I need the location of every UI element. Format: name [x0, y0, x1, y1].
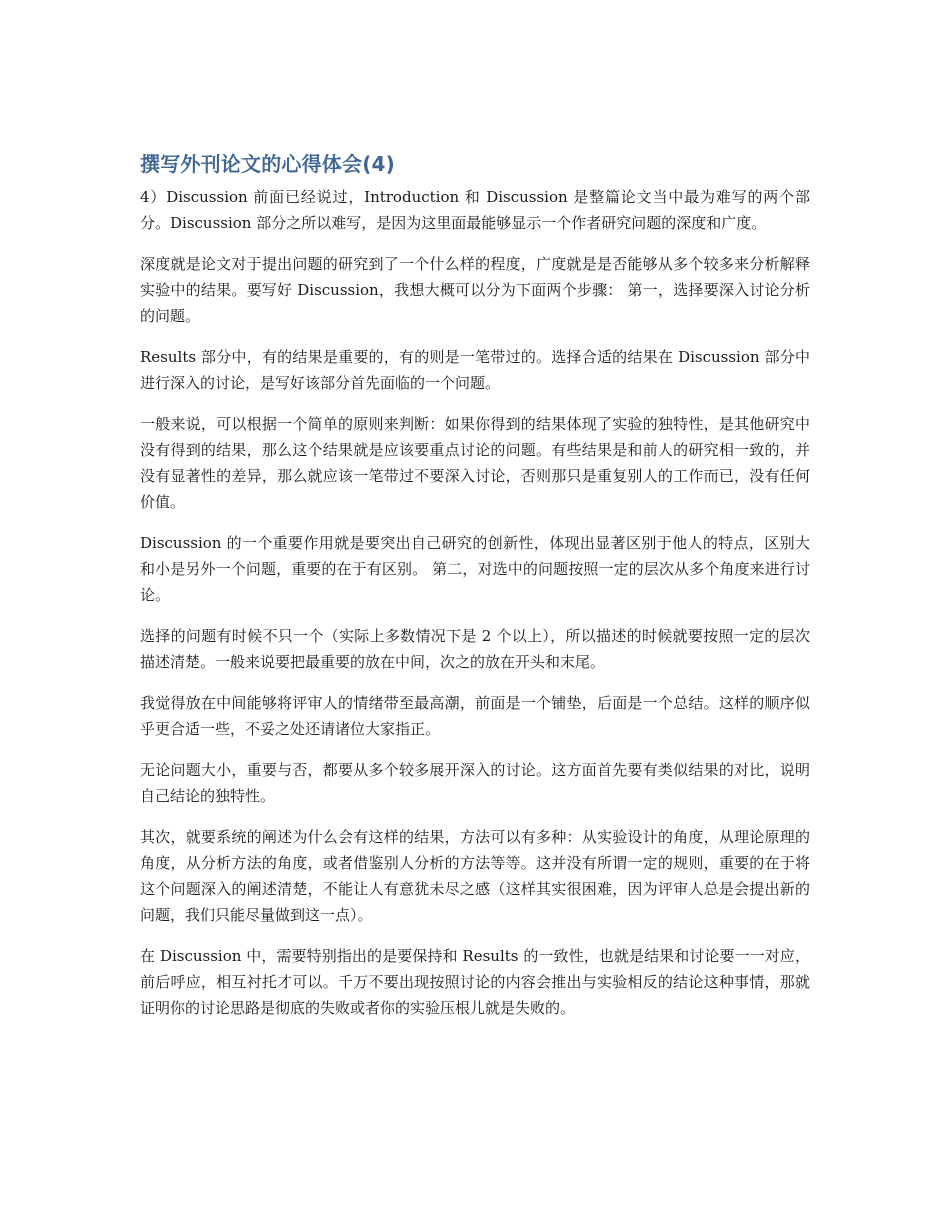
document-page	[140, 150, 810, 1036]
paragraph-discussion-intro: 4）Discussion 前面已经说过，Introduction 和 Discussion 是整篇论文当中最为难写的两个部分。Discussion 部分之所以难写，是因为这里面最能够显示一个作者研究问题的深度和广度。	[140, 188, 810, 232]
document-title: 撰写外刊论文的心得体会(4)	[140, 152, 395, 176]
paragraph-depth-breadth: 深度就是论文对于提出问题的研究到了一个什么样的程度，广度就是是否能够从多个较多来分析解释实验中的结果。要写好 Discussion，我想大概可以分为下面两个步骤： 第一，选择要深入讨论分析的问题。	[140, 255, 810, 325]
paragraph-consistency: 在 Discussion 中，需要特别指出的是要保持和 Results 的一致性，也就是结果和讨论要一一对应，前后呼应，相互衬托才可以。千万不要出现按照讨论的内容会推出与实验相反的结论这种事情，那就证明你的讨论思路是彻底的失败或者你的实验压根儿就是失败的。	[140, 947, 810, 1017]
paragraph-comparison: 无论问题大小，重要与否，都要从多个较多展开深入的讨论。这方面首先要有类似结果的对比，说明自己结论的独特性。	[140, 761, 810, 805]
paragraph-innovation: Discussion 的一个重要作用就是要突出自己研究的创新性，体现出显著区别于他人的特点，区别大和小是另外一个问题，重要的在于有区别。 第二，对选中的问题按照一定的层次从多个角度来进行讨论。	[140, 534, 810, 604]
paragraph-judgement-principle: 一般来说，可以根据一个简单的原则来判断：如果你得到的结果体现了实验的独特性，是其他研究中没有得到的结果，那么这个结果就是应该要重点讨论的问题。有些结果是和前人的研究相一致的，并没有显著性的差异，那么就应该一笔带过不要深入讨论，否则那只是重复别人的工作而已，没有任何价值。	[140, 415, 810, 511]
paragraph-climax: 我觉得放在中间能够将评审人的情绪带至最高潮，前面是一个铺垫，后面是一个总结。这样的顺序似乎更合适一些，不妥之处还请诸位大家指正。	[140, 694, 810, 738]
paragraph-ordering: 选择的问题有时候不只一个（实际上多数情况下是 2 个以上），所以描述的时候就要按照一定的层次描述清楚。一般来说要把最重要的放在中间，次之的放在开头和末尾。	[140, 627, 810, 671]
paragraph-explanation-methods: 其次，就要系统的阐述为什么会有这样的结果，方法可以有多种：从实验设计的角度，从理论原理的角度，从分析方法的角度，或者借鉴别人分析的方法等等。这并没有所谓一定的规则，重要的在于将这个问题深入的阐述清楚，不能让人有意犹未尽之感（这样其实很困难，因为评审人总是会提出新的问题，我们只能尽量做到这一点）。	[140, 828, 810, 924]
paragraph-results-selection: Results 部分中，有的结果是重要的，有的则是一笔带过的。选择合适的结果在 Discussion 部分中进行深入的讨论，是写好该部分首先面临的一个问题。	[140, 348, 810, 392]
